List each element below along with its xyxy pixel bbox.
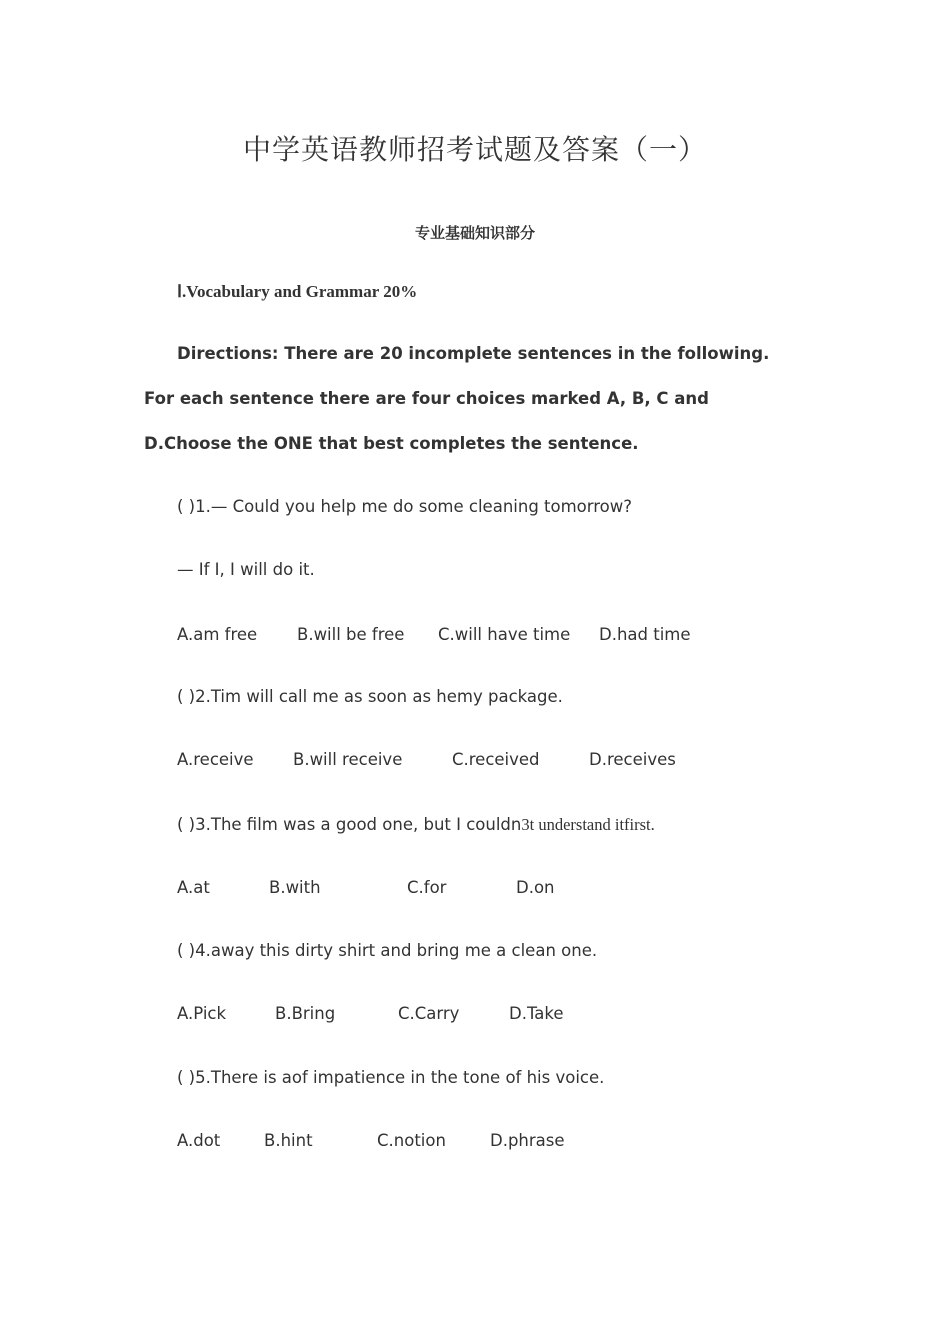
document-title: 中学英语教师招考试题及答案（一） <box>242 133 707 166</box>
question-5-option-d: D.phrase <box>490 1131 565 1150</box>
question-4-option-c: C.Carry <box>398 1004 460 1023</box>
question-5-option-b: B.hint <box>264 1131 313 1150</box>
question-2-option-b: B.will receive <box>293 750 403 769</box>
question-3-option-a: A.at <box>177 878 210 897</box>
question-2-option-d: D.receives <box>589 750 676 769</box>
question-5-option-c: C.notion <box>377 1131 446 1150</box>
question-1-option-a: A.am free <box>177 625 258 644</box>
question-4-stem: ( )4.away this dirty shirt and bring me a clean one. <box>177 941 598 960</box>
question-1-option-b: B.will be free <box>297 625 405 644</box>
section-subtitle: 专业基础知识部分 <box>414 224 535 242</box>
question-4-option-d: D.Take <box>509 1004 564 1023</box>
question-2-stem: ( )2.Tim will call me as soon as hemy package. <box>177 687 563 706</box>
question-4-option-b: B.Bring <box>275 1004 336 1023</box>
question-1-option-c: C.will have time <box>438 625 571 644</box>
question-1-stem-2: — If I, I will do it. <box>177 560 315 579</box>
directions-line-2: For each sentence there are four choices marked A, B, C and <box>144 389 709 408</box>
question-5-option-a: A.dot <box>177 1131 221 1150</box>
question-1-stem: ( )1.— Could you help me do some cleaning tomorrow? <box>177 497 633 516</box>
question-5-stem: ( )5.There is aof impatience in the tone of his voice. <box>177 1068 605 1087</box>
section-heading: Ⅰ.Vocabulary and Grammar 20% <box>177 282 418 301</box>
question-3-option-c: C.for <box>407 878 447 897</box>
question-3-option-b: B.with <box>269 878 321 897</box>
question-3-stem <box>177 815 655 835</box>
directions-line-1: Directions: There are 20 incomplete sentences in the following. <box>177 344 770 363</box>
question-1-option-d: D.had time <box>599 625 691 644</box>
question-2-option-c: C.received <box>452 750 540 769</box>
question-4-option-a: A.Pick <box>177 1004 227 1023</box>
question-2-option-a: A.receive <box>177 750 254 769</box>
question-3-option-d: D.on <box>516 878 555 897</box>
question-3-stem-tail: 3t understand itfirst. <box>521 815 655 834</box>
directions-line-3: D.Choose the ONE that best completes the sentence. <box>144 434 639 453</box>
question-3-stem-main: ( )3.The film was a good one, but I couldn <box>177 815 522 834</box>
